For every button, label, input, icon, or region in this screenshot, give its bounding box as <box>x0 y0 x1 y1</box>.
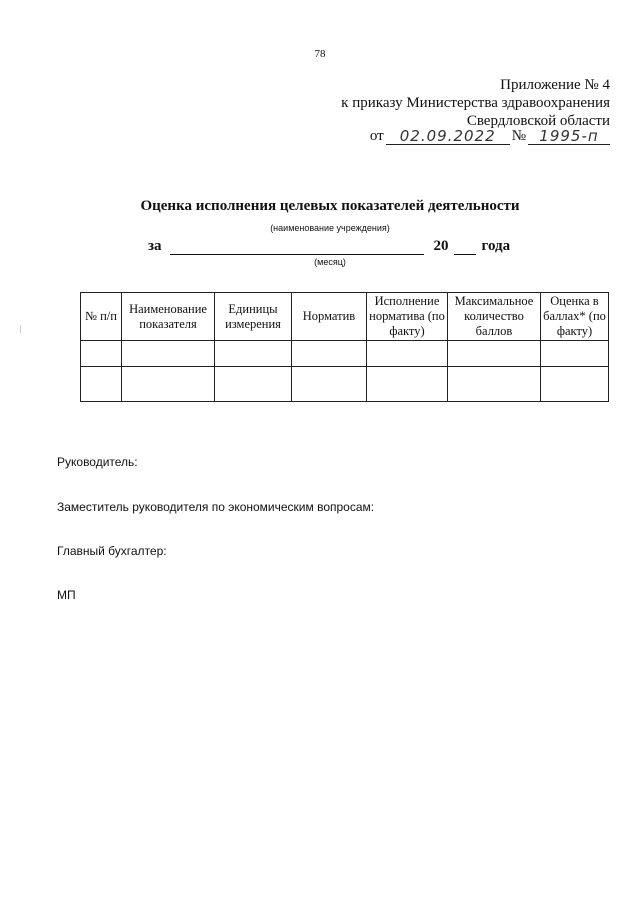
table-cell <box>81 367 122 402</box>
table-cell <box>215 367 292 402</box>
table-cell <box>541 367 609 402</box>
month-caption: (месяц) <box>314 257 346 267</box>
header-execution: Исполнение норматива (по факту) <box>367 293 448 341</box>
table-cell <box>122 341 215 367</box>
year-suffix: года <box>481 238 511 254</box>
handwritten-order-number: 1995-п <box>528 128 610 145</box>
margin-mark <box>20 325 21 333</box>
appendix-block <box>341 76 610 130</box>
table-cell <box>367 341 448 367</box>
signature-accountant: Главный бухгалтер: <box>57 544 167 558</box>
header-number: № п/п <box>81 293 122 341</box>
year-blank <box>454 240 476 255</box>
institution-caption: (наименование учреждения) <box>270 223 390 233</box>
appendix-line-2: к приказу Министерства здравоохранения <box>341 95 610 111</box>
table-cell <box>81 341 122 367</box>
table-cell <box>448 341 541 367</box>
header-indicator-name: Наименование показателя <box>122 293 215 341</box>
header-units: Единицы измерения <box>215 293 292 341</box>
table-cell <box>292 341 367 367</box>
date-prefix: от <box>369 128 384 144</box>
order-date-line <box>370 128 610 145</box>
header-score: Оценка в баллах* (по факту) <box>541 293 609 341</box>
table-cell <box>122 367 215 402</box>
page-number: 78 <box>314 48 326 60</box>
period-prefix: за <box>148 238 162 254</box>
month-blank <box>170 240 424 255</box>
header-standard: Норматив <box>292 293 367 341</box>
table-cell <box>292 367 367 402</box>
number-sign: № <box>511 128 526 144</box>
year-prefix: 20 <box>433 238 449 254</box>
indicators-table <box>80 292 609 402</box>
table-row <box>81 341 609 367</box>
table-cell <box>541 341 609 367</box>
header-max-points: Максимальное количество баллов <box>448 293 541 341</box>
signature-deputy: Заместитель руководителя по экономическим вопросам: <box>57 500 375 514</box>
table-cell <box>448 367 541 402</box>
appendix-line-1: Приложение № 4 <box>500 77 610 93</box>
table-cell <box>215 341 292 367</box>
seal-mark: МП <box>57 588 76 602</box>
appendix-line-3: Свердловской области <box>466 113 610 129</box>
table-cell <box>367 367 448 402</box>
table-row <box>81 367 609 402</box>
handwritten-date: 02.09.2022 <box>386 128 510 145</box>
table-header-row <box>81 293 609 341</box>
form-title: Оценка исполнения целевых показателей деятельности <box>140 198 520 214</box>
period-line <box>148 238 510 255</box>
signature-head: Руководитель: <box>57 455 138 469</box>
